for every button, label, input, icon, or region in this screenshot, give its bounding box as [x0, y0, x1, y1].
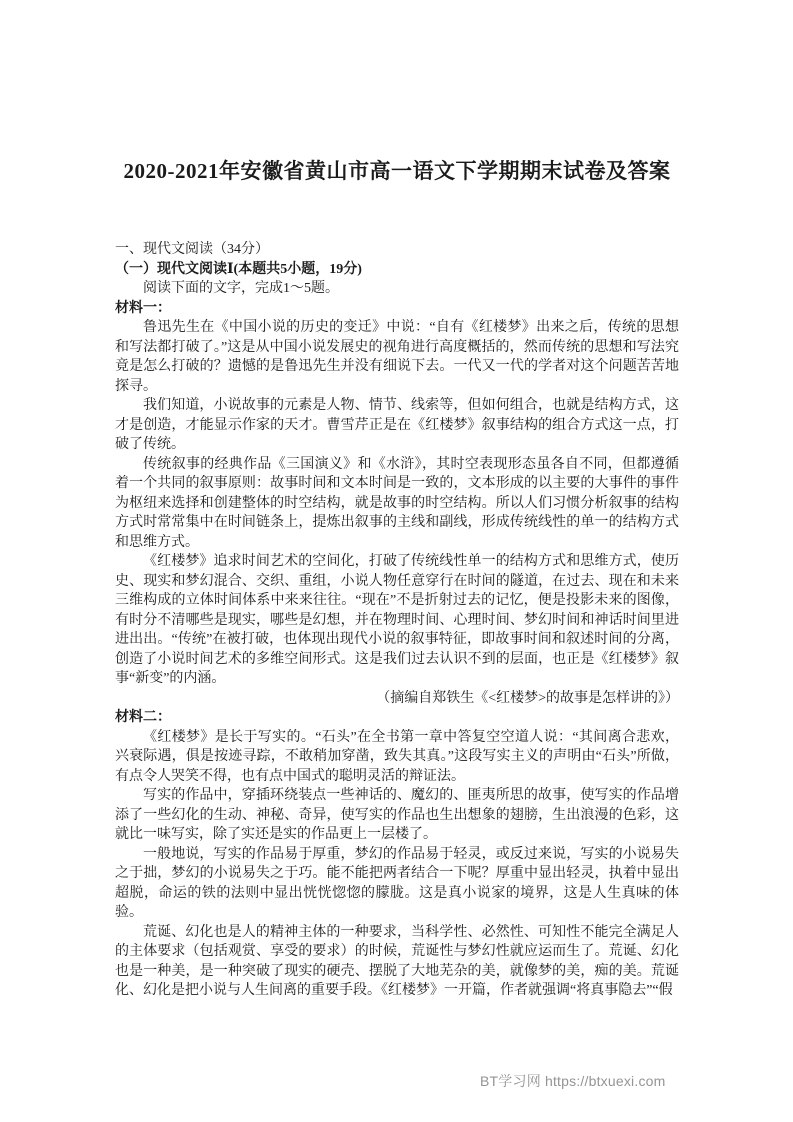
- material1-label: 材料一：: [115, 300, 171, 316]
- material2-paragraph-3: 一般地说，写实的作品易于厚重，梦幻的作品易于轻灵，或反过来说，写实的小说易失之于拙，梦幻的小说易失之于巧。能不能把两者结合一下呢？厚重中显出轻灵，执着中显出超脱，命运的铁的法则中显出恍恍惚惚的朦胧。这是真小说家的境界，这是人生真味的体验。: [115, 846, 679, 920]
- material2-paragraph-1: 《红楼梦》是长于写实的。“石头”在全书第一章中答复空空道人说：“其间离合悲欢，兴衰际遇，俱是按迹寻踪，不敢稍加穿凿，致失其真。”这段写实主义的声明由“石头”所做，有点令人哭笑不得，也有点中国式的聪明灵活的辩证法。: [115, 729, 679, 784]
- material1-paragraph-3: 传统叙事的经典作品《三国演义》和《水浒》，其时空表现形态虽各自不同，但都遵循着一个共同的叙事原则：故事时间和文本时间是一致的，文本形成的以主要的大事件的事件为枢纽来选择和创建整体的时空结构，就是故事的时空结构。所以人们习惯分析叙事的结构方式时常常集中在时间链条上，提炼出叙事的主线和副线，形成传统线性的单一的结构方式和思维方式。: [115, 456, 679, 550]
- material1-paragraph-1: 鲁迅先生在《中国小说的历史的变迁》中说：“自有《红楼梦》出来之后，传统的思想和写法都打破了。”这是从中国小说发展史的视角进行高度概括的，然而传统的思想和写法究竟是怎么打破的？遗憾的是鲁迅先生并没有细说下去。一代又一代的学者对这个问题苦苦地探寻。: [115, 320, 679, 394]
- material2-paragraph-4: 荒诞、幻化也是人的精神主体的一种要求，当科学性、必然性、可知性不能完全满足人的主体要求（包括观赏、享受的要求）的时候，荒诞性与梦幻性就应运而生了。荒诞、幻化也是一种美，是一种突破了现实的硬壳、摆脱了大地芜杂的美，就像梦的美，痴的美。荒诞化、幻化是把小说与人生间离的重要手段。《红楼梦》一开篇，作者就强调“将真事隐去”“假: [115, 924, 679, 998]
- section-heading-modern-reading: 一、现代文阅读（34分）: [115, 242, 269, 257]
- material1-paragraph-4: 《红楼梦》追求时间艺术的空间化，打破了传统线性单一的结构方式和思维方式，使历史、现实和梦幻混合、交织、重组，小说人物任意穿行在时间的隧道，在过去、现在和未来三维构成的立体时间体系中来来往往。“现在”不是折射过去的记忆，便是投影未来的图像，有时分不清哪些是现实，哪些是幻想，并在物理时间、心理时间、梦幻时间和神话时间里进进出出。“传统”在被打破，也体现出现代小说的叙事特征，即故事时间和叙述时间的分离，创造了小说时间艺术的多维空间形式。这是我们过去认识不到的层面，也正是《红楼梦》叙事“新变”的内涵。: [115, 554, 679, 686]
- reading-instruction: 阅读下面的文字，完成1～5题。: [143, 281, 339, 296]
- subsection-heading-reading-1: （一）现代文阅读Ⅰ(本题共5小题，19分): [115, 261, 362, 277]
- attribution-source: （摘编自郑铁生《<红楼梦>的故事是怎样讲的》）: [376, 690, 679, 706]
- watermark-footer: BT学习网 https://btxuexi.com: [480, 1073, 666, 1089]
- page-title: 2020-2021年安徽省黄山市高一语文下学期期末试卷及答案: [123, 159, 671, 183]
- material1-paragraph-2: 我们知道，小说故事的元素是人物、情节、线索等，但如何组合，也就是结构方式，这才是创造，才能显示作家的天才。曹雪芹正是在《红楼梦》叙事结构的组合方式这一点，打破了传统。: [115, 398, 679, 452]
- material2-paragraph-2: 写实的作品中，穿插环绕装点一些神话的、魔幻的、匪夷所思的故事，使写实的作品增添了一些幻化的生动、神秘、奇异，使写实的作品也生出想象的翅膀，生出浪漫的色彩，这就比一味写实，除了实还是实的作品更上一层楼了。: [115, 788, 679, 842]
- document-body: [115, 240, 679, 1001]
- material2-label: 材料二：: [115, 710, 171, 725]
